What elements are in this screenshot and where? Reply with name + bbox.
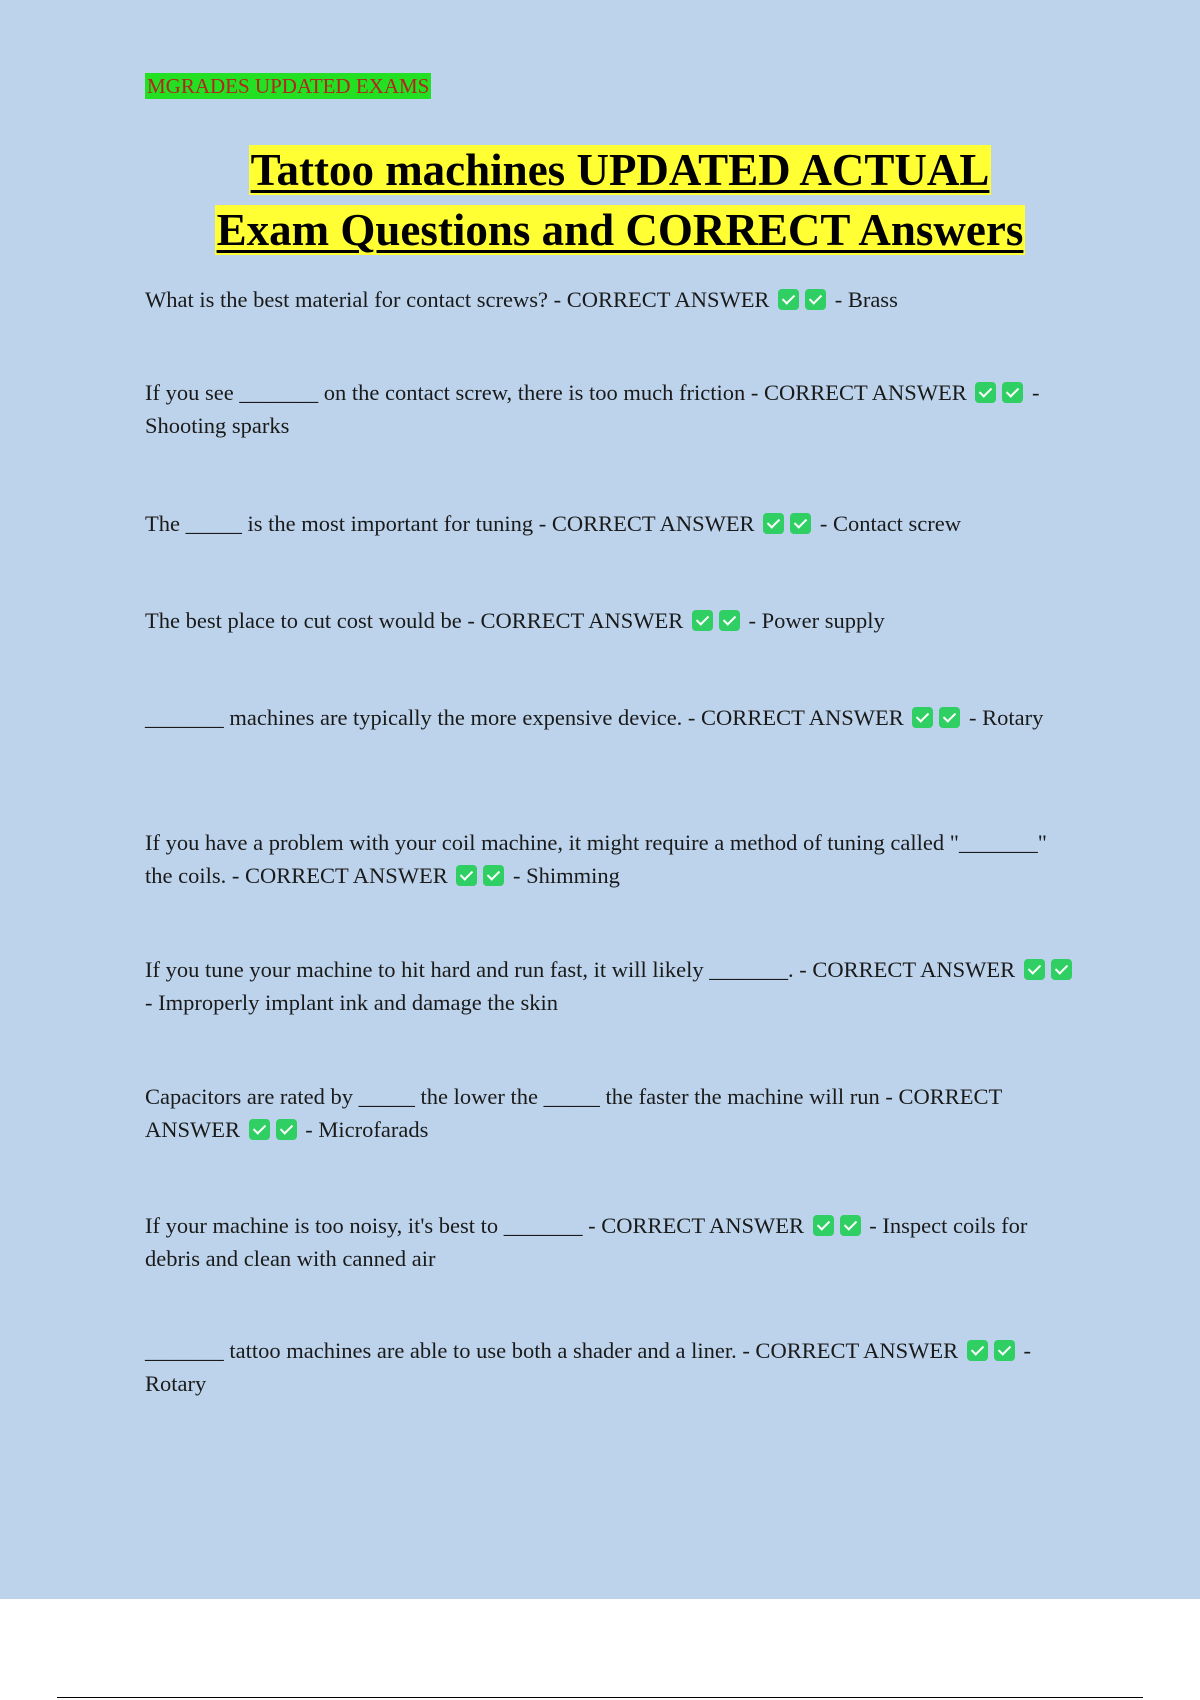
qa-item-4 <box>145 604 1145 637</box>
answer-text: - Shooting sparks <box>145 380 1040 438</box>
green-checkmark-icon <box>719 610 740 631</box>
qa-item-6 <box>145 826 1075 892</box>
green-checkmark-icon <box>763 513 784 534</box>
answer-text: - Improperly implant ink and damage the skin <box>145 990 559 1015</box>
qa-item-10 <box>145 1334 1075 1400</box>
green-checkmark-icon <box>1024 959 1045 980</box>
green-checkmark-icon <box>840 1215 861 1236</box>
answer-text: - Power supply <box>748 608 885 633</box>
green-checkmark-icon <box>249 1119 270 1140</box>
qa-item-2 <box>145 376 1075 442</box>
answer-text: - Microfarads <box>305 1117 429 1142</box>
answer-text: - Rotary <box>969 705 1044 730</box>
green-checkmark-icon <box>778 289 799 310</box>
answer-text: - Contact screw <box>819 511 962 536</box>
green-checkmark-icon <box>276 1119 297 1140</box>
green-checkmark-icon <box>939 707 960 728</box>
question-text: The best place to cut cost would be - CORRECT ANSWER <box>145 608 684 633</box>
question-text: If your machine is too noisy, it's best to _______ - CORRECT ANSWER <box>145 1213 805 1238</box>
green-checkmark-icon <box>994 1340 1015 1361</box>
green-checkmark-icon <box>967 1340 988 1361</box>
question-text: _______ tattoo machines are able to use both a shader and a liner. - CORRECT ANSWER <box>145 1338 959 1363</box>
green-checkmark-icon <box>1051 959 1072 980</box>
footer-divider <box>57 1697 1143 1698</box>
green-checkmark-icon <box>975 382 996 403</box>
question-text: If you tune your machine to hit hard and run fast, it will likely _______. - CORRECT ANSWER <box>145 957 1016 982</box>
qa-item-7 <box>145 953 1075 1019</box>
question-text: Capacitors are rated by _____ the lower the _____ the faster the machine will run - CORRECT ANSWER <box>145 1084 1002 1142</box>
green-checkmark-icon <box>1002 382 1023 403</box>
title-line-1: Tattoo machines UPDATED ACTUAL <box>250 145 990 195</box>
question-text: If you have a problem with your coil machine, it might require a method of tuning called "_______" the coils. - CORRECT ANSWER <box>145 830 1047 888</box>
question-text: What is the best material for contact screws? - CORRECT ANSWER <box>145 287 770 312</box>
question-text: _______ machines are typically the more expensive device. - CORRECT ANSWER <box>145 705 904 730</box>
qa-item-9 <box>145 1209 1075 1275</box>
answer-text: - Brass <box>834 287 898 312</box>
document-title <box>0 140 1200 260</box>
question-text: If you see _______ on the contact screw, there is too much friction - CORRECT ANSWER <box>145 380 967 405</box>
green-checkmark-icon <box>790 513 811 534</box>
answer-text: - Inspect coils for debris and clean with canned air <box>145 1213 1028 1271</box>
qa-item-1 <box>145 283 1145 316</box>
answer-text: - Rotary <box>145 1338 1031 1396</box>
green-checkmark-icon <box>692 610 713 631</box>
qa-item-3 <box>145 507 1145 540</box>
qa-item-5 <box>145 701 1075 734</box>
green-checkmark-icon <box>456 865 477 886</box>
green-checkmark-icon <box>813 1215 834 1236</box>
green-checkmark-icon <box>805 289 826 310</box>
question-text: The _____ is the most important for tuning - CORRECT ANSWER <box>145 511 755 536</box>
watermark-label: MGRADES UPDATED EXAMS <box>147 74 430 98</box>
green-checkmark-icon <box>912 707 933 728</box>
qa-item-8 <box>145 1080 1075 1146</box>
green-checkmark-icon <box>483 865 504 886</box>
answer-text: - Shimming <box>512 863 620 888</box>
title-line-2: Exam Questions and CORRECT Answers <box>216 205 1024 255</box>
